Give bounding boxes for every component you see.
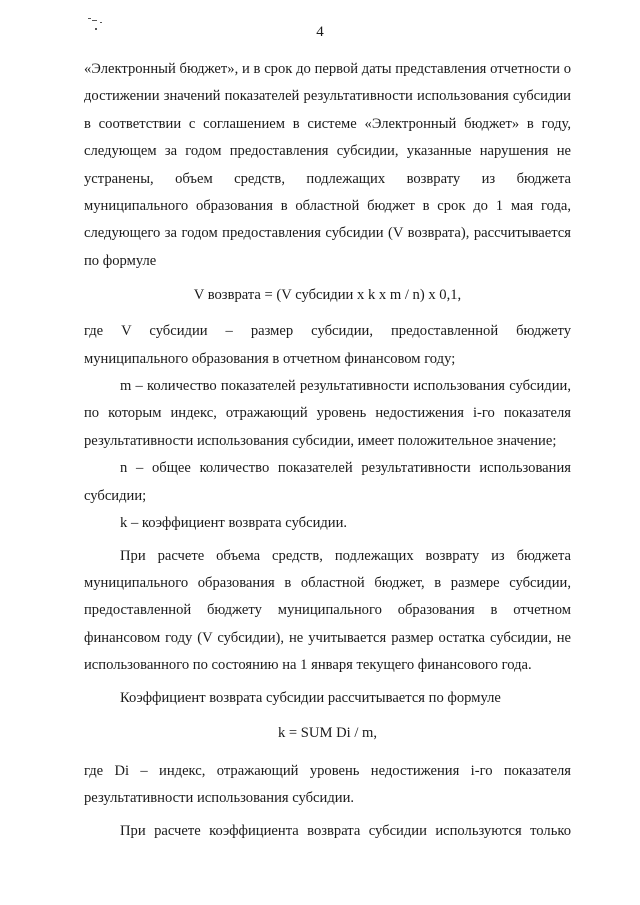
paragraph-v-subsidy-definition: где V субсидии – размер субсидии, предоставленной бюджету муниципального образования в отчетном финансовом году; [84,323,571,367]
paragraph-n-definition: n – общее количество показателей результативности использования субсидии; [84,460,571,504]
paragraph-k-definition: k – коэффициент возврата субсидии. [120,515,348,532]
paragraph-calculation-note: При расчете объема средств, подлежащих возврату из бюджета муниципального образования в областной бюджет, в размере субсидии, предоставленной бюджету муниципального образования в отчетном финансовом году (V субсидии), не учитывается размер остатка субсидии, не использованного по состоянию на 1 января текущего финансового года. [84,547,571,674]
document-body [84,56,571,845]
paragraph-coefficient-usage: При расчете коэффициента возврата субсидии используются только [120,822,571,839]
page-number: 4 [316,24,324,40]
paragraph-di-definition: где Di – индекс, отражающий уровень недостижения i-го показателя результативности использования субсидии. [84,762,571,807]
paragraph-coefficient-intro: Коэффициент возврата субсидии рассчитывается по формуле [120,689,501,706]
formula-volume-return: V возврата = (V субсидии x k x m / n) x 0,1, [193,287,462,304]
formula-coefficient: k = SUM Di / m, [277,724,378,741]
paragraph-1: «Электронный бюджет», и в срок до первой даты представления отчетности о достижении значений показателей результативности использования субсидии в соответствии с соглашением в системе «Электронный бюджет» в году, следующем за годом предоставления субсидии, указанные нарушения не устранены, объем средств, подлежащих возврату из бюджета муниципального образования в областной бюджет в срок до 1 мая года, следующего за годом предоставления субсидии (V возврата), рассчитывается по формуле [84,61,571,269]
paragraph-m-definition: m – количество показателей результативности использования субсидии, по которым индекс, отражающий уровень недостижения i-го показателя результативности использования субсидии, имеет положительное значение; [84,378,571,449]
